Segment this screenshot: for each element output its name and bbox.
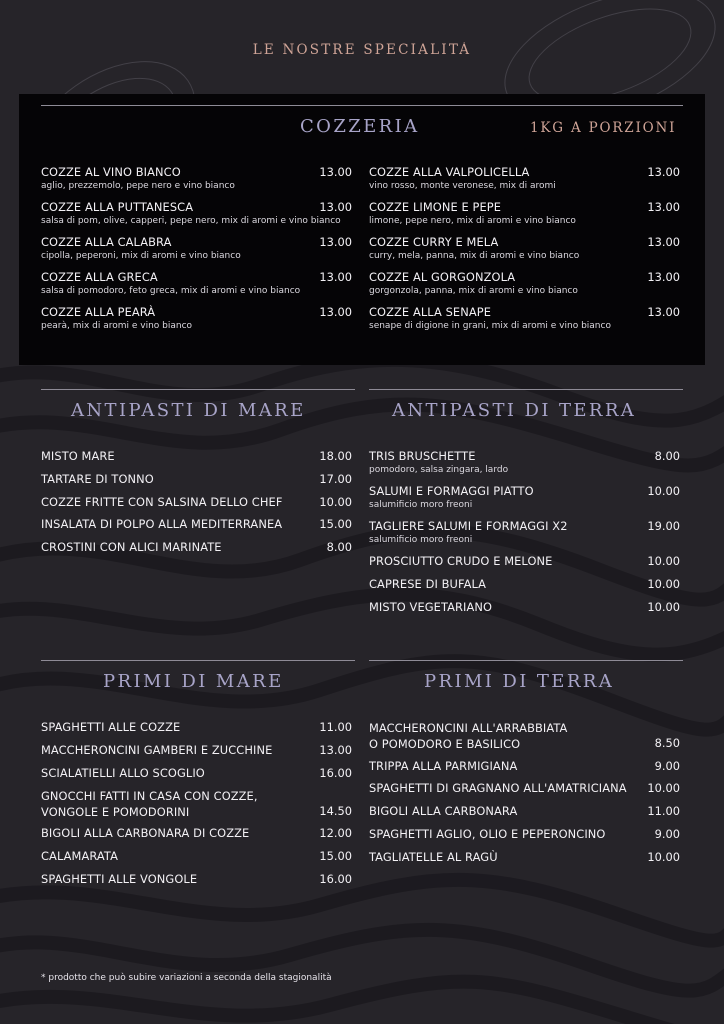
item-price: 19.00 [647, 519, 680, 533]
item-name: TAGLIERE SALUMI E FORMAGGI X2 [369, 519, 568, 533]
item-price: 9.00 [654, 759, 680, 773]
menu-item [41, 495, 352, 510]
cozzeria-subtitle: 1KG A PORZIONI [530, 120, 677, 136]
item-name-line2: O POMODORO E BASILICO [369, 737, 521, 751]
item-price: 11.00 [319, 720, 352, 734]
item-price: 13.00 [647, 235, 680, 249]
cozzeria-rule [41, 105, 683, 106]
item-price: 10.00 [319, 495, 352, 509]
menu-item [41, 165, 352, 192]
item-price: 10.00 [647, 600, 680, 614]
item-name: COZZE LIMONE E PEPE [369, 200, 502, 214]
item-name: COZZE ALLA VALPOLICELLA [369, 165, 530, 179]
item-name: SPAGHETTI ALLE VONGOLE [41, 872, 198, 886]
menu-item [41, 200, 352, 227]
item-price: 13.00 [647, 165, 680, 179]
item-name: MACCHERONCINI GAMBERI E ZUCCHINE [41, 743, 273, 757]
menu-item [369, 519, 680, 546]
menu-item [369, 235, 680, 262]
item-name: COZZE ALLA SENAPE [369, 305, 492, 319]
item-name: COZZE ALLA GRECA [41, 270, 158, 284]
menu-item [369, 270, 680, 297]
item-price: 16.00 [319, 872, 352, 886]
menu-item [41, 849, 352, 864]
item-price: 12.00 [319, 826, 352, 840]
item-name: GNOCCHI FATTI IN CASA CON COZZE, [41, 789, 258, 803]
menu-item [369, 554, 680, 569]
item-price: 9.00 [654, 827, 680, 841]
menu-item [41, 540, 352, 555]
item-price: 14.50 [319, 804, 352, 818]
menu-item [41, 720, 352, 735]
menu-item [41, 305, 352, 332]
footnote: * prodotto che può subire variazioni a seconda della stagionalità [41, 973, 332, 983]
item-name: MISTO MARE [41, 449, 115, 463]
item-desc: salsa di pom, olive, capperi, pepe nero, mix di aromi e vino bianco [41, 216, 341, 226]
menu-item [369, 781, 680, 796]
item-price: 13.00 [647, 270, 680, 284]
menu-item [41, 449, 352, 464]
item-desc: pearà, mix di aromi e vino bianco [41, 321, 193, 331]
item-name: MACCHERONCINI ALL'ARRABBIATA [369, 721, 568, 735]
item-price: 10.00 [647, 484, 680, 498]
menu-item [41, 766, 352, 781]
item-name-line2: VONGOLE E POMODORINI [41, 805, 190, 819]
item-name: TARTARE DI TONNO [41, 472, 154, 486]
item-name: CROSTINI CON ALICI MARINATE [41, 540, 222, 554]
item-name: BIGOLI ALLA CARBONARA DI COZZE [41, 826, 250, 840]
item-name: SPAGHETTI ALLE COZZE [41, 720, 181, 734]
menu-item [369, 200, 680, 227]
item-name: COZZE AL GORGONZOLA [369, 270, 516, 284]
menu-item [41, 788, 352, 820]
primi-mare-rule [41, 660, 355, 661]
menu-item [369, 759, 680, 774]
primi-terra-rule [369, 660, 683, 661]
item-price: 8.50 [654, 736, 680, 750]
item-name: MISTO VEGETARIANO [369, 600, 493, 614]
menu-item [369, 850, 680, 865]
item-name: SPAGHETTI DI GRAGNANO ALL'AMATRICIANA [369, 781, 627, 795]
menu-item [41, 472, 352, 487]
item-price: 18.00 [319, 449, 352, 463]
cozzeria-title: COZZERIA [300, 116, 420, 137]
item-desc: gorgonzola, panna, mix di aromi e vino bianco [369, 286, 578, 296]
menu-item [369, 720, 680, 752]
item-desc: salumificio moro freoni [369, 535, 473, 545]
menu-item [41, 826, 352, 841]
item-name: INSALATA DI POLPO ALLA MEDITERRANEA [41, 517, 283, 531]
item-name: COZZE AL VINO BIANCO [41, 165, 181, 179]
item-name: TRIPPA ALLA PARMIGIANA [369, 759, 518, 773]
page-header: LE NOSTRE SPECIALITÀ [252, 42, 472, 58]
antipasti-terra-rule [369, 389, 683, 390]
menu-item [369, 165, 680, 192]
item-name: BIGOLI ALLA CARBONARA [369, 804, 518, 818]
item-desc: senape di digione in grani, mix di aromi e vino bianco [369, 321, 611, 331]
menu-item [41, 872, 352, 887]
item-name: COZZE ALLA PEARÀ [41, 305, 156, 319]
item-price: 13.00 [319, 165, 352, 179]
item-desc: vino rosso, monte veronese, mix di aromi [369, 181, 556, 191]
item-name: CAPRESE DI BUFALA [369, 577, 487, 591]
item-name: COZZE ALLA CALABRA [41, 235, 172, 249]
menu-item [41, 270, 352, 297]
item-name: COZZE ALLA PUTTANESCA [41, 200, 194, 214]
item-name: SCIALATIELLI ALLO SCOGLIO [41, 766, 205, 780]
item-price: 13.00 [647, 200, 680, 214]
item-price: 16.00 [319, 766, 352, 780]
item-desc: cipolla, peperoni, mix di aromi e vino bianco [41, 251, 241, 261]
antipasti-terra-title: ANTIPASTI DI TERRA [392, 400, 637, 421]
item-name: CALAMARATA [41, 849, 118, 863]
item-desc: limone, pepe nero, mix di aromi e vino bianco [369, 216, 576, 226]
item-price: 13.00 [319, 235, 352, 249]
item-desc: salsa di pomodoro, feto greca, mix di aromi e vino bianco [41, 286, 301, 296]
item-name: TRIS BRUSCHETTE [369, 449, 476, 463]
antipasti-mare-title: ANTIPASTI DI MARE [71, 400, 306, 421]
item-price: 10.00 [647, 577, 680, 591]
item-desc: salumificio moro freoni [369, 500, 473, 510]
item-desc: pomodoro, salsa zingara, lardo [369, 465, 509, 475]
menu-item [369, 600, 680, 615]
item-price: 10.00 [647, 781, 680, 795]
menu-item [41, 743, 352, 758]
item-price: 10.00 [647, 554, 680, 568]
menu-item [41, 517, 352, 532]
primi-mare-title: PRIMI DI MARE [103, 671, 284, 692]
menu-item [369, 484, 680, 511]
menu-item [41, 235, 352, 262]
item-name: PROSCIUTTO CRUDO E MELONE [369, 554, 553, 568]
item-name: COZZE FRITTE CON SALSINA DELLO CHEF [41, 495, 283, 509]
item-price: 13.00 [319, 305, 352, 319]
item-price: 10.00 [647, 850, 680, 864]
menu-item [369, 305, 680, 332]
menu-item [369, 449, 680, 476]
item-name: SALUMI E FORMAGGI PIATTO [369, 484, 534, 498]
menu-item [369, 804, 680, 819]
item-price: 15.00 [319, 849, 352, 863]
item-price: 15.00 [319, 517, 352, 531]
item-price: 8.00 [326, 540, 352, 554]
item-price: 13.00 [647, 305, 680, 319]
menu-item [369, 577, 680, 592]
item-price: 8.00 [654, 449, 680, 463]
item-desc: curry, mela, panna, mix di aromi e vino bianco [369, 251, 580, 261]
item-name: TAGLIATELLE AL RAGÙ [369, 850, 498, 864]
item-desc: aglio, prezzemolo, pepe nero e vino bianco [41, 181, 235, 191]
item-price: 13.00 [319, 743, 352, 757]
primi-terra-title: PRIMI DI TERRA [424, 671, 615, 692]
item-name: COZZE CURRY E MELA [369, 235, 499, 249]
item-price: 13.00 [319, 200, 352, 214]
antipasti-mare-rule [41, 389, 355, 390]
item-name: SPAGHETTI AGLIO, OLIO E PEPERONCINO [369, 827, 606, 841]
menu-item [369, 827, 680, 842]
item-price: 11.00 [647, 804, 680, 818]
item-price: 17.00 [319, 472, 352, 486]
item-price: 13.00 [319, 270, 352, 284]
